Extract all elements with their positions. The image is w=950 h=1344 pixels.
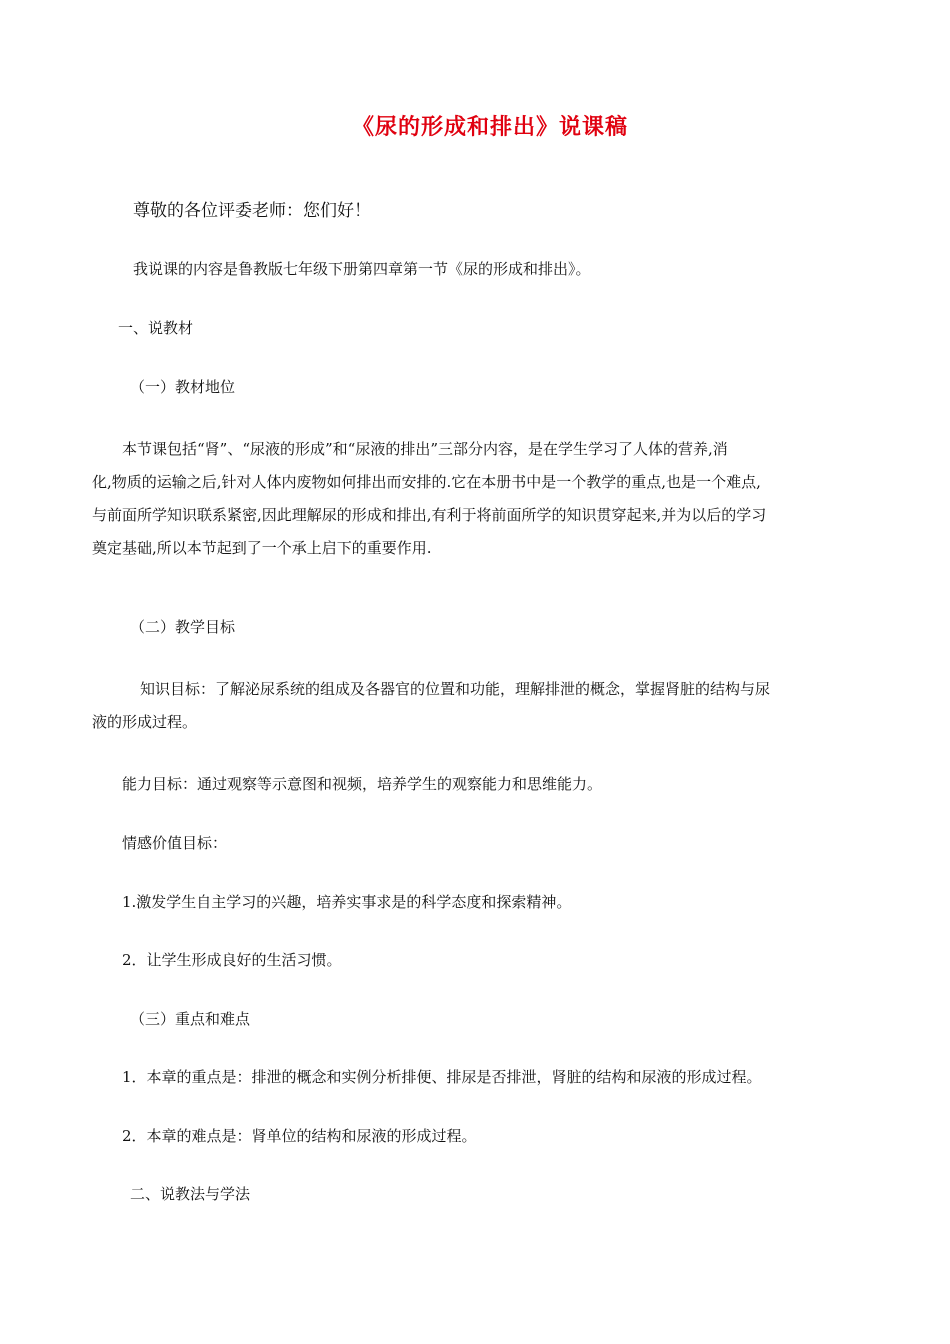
emotion-goal-item-2: 2．让学生形成良好的生活习惯。 xyxy=(122,951,342,969)
document-title: 《尿的形成和排出》说课稿 xyxy=(351,115,628,140)
paragraph-line: 本节课包括“肾”、“尿液的形成”和“尿液的排出”三部分内容，是在学生学习了人体的营养,消 xyxy=(122,440,728,458)
section-heading-teaching-material: 一、说教材 xyxy=(118,319,194,337)
emotion-goal-item-1: 1.激发学生自主学习的兴趣，培养实事求是的科学态度和探索精神。 xyxy=(122,893,572,911)
paragraph-line: 化,物质的运输之后,针对人体内废物如何排出而安排的.它在本册书中是一个教学的重点,也是一个难点, xyxy=(92,473,761,491)
key-point-text: 1．本章的重点是：排泄的概念和实例分析排便、排尿是否排泄，肾脏的结构和尿液的形成过程。 xyxy=(122,1068,762,1086)
knowledge-goal-paragraph xyxy=(92,673,862,739)
paragraph-line: 液的形成过程。 xyxy=(92,713,198,731)
subheading-teaching-goals: （二）教学目标 xyxy=(130,618,236,636)
section-heading-teaching-methods: 二、说教法与学法 xyxy=(130,1185,251,1203)
paragraph-line: 与前面所学知识联系紧密,因此理解尿的形成和排出,有利于将前面所学的知识贯穿起来,并为以后的学习 xyxy=(92,506,767,524)
paragraph-line: 奠定基础,所以本节起到了一个承上启下的重要作用. xyxy=(92,539,432,557)
greeting-text: 尊敬的各位评委老师：您们好！ xyxy=(133,201,371,221)
material-position-paragraph xyxy=(92,433,862,565)
paragraph-line: 知识目标：了解泌尿系统的组成及各器官的位置和功能，理解排泄的概念，掌握肾脏的结构与尿 xyxy=(140,680,771,698)
intro-text: 我说课的内容是鲁教版七年级下册第四章第一节《尿的形成和排出》。 xyxy=(133,260,591,278)
ability-goal-text: 能力目标：通过观察等示意图和视频，培养学生的观察能力和思维能力。 xyxy=(122,775,603,793)
subheading-material-position: （一）教材地位 xyxy=(130,378,236,396)
difficult-point-text: 2．本章的难点是：肾单位的结构和尿液的形成过程。 xyxy=(122,1127,477,1145)
emotion-goal-heading: 情感价值目标： xyxy=(122,834,228,852)
subheading-key-difficult-points: （三）重点和难点 xyxy=(130,1010,251,1028)
